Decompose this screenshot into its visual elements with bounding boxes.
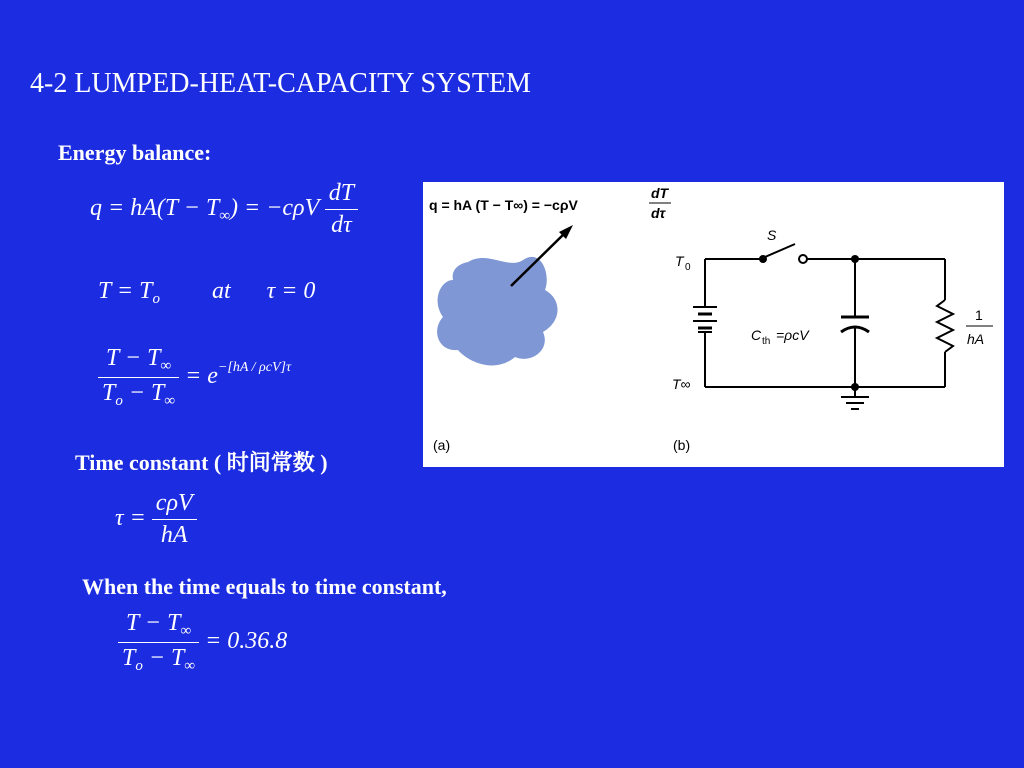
switch-label: S	[767, 227, 777, 243]
figure-svg	[423, 182, 1004, 467]
eq2-lhs: T = T	[98, 278, 153, 304]
panel-a-label: (a)	[433, 437, 451, 453]
eq5-den-sub1: o	[135, 658, 143, 674]
eq5-denominator	[118, 643, 199, 675]
lumped-system-figure	[423, 182, 1004, 467]
switch-contact	[799, 255, 807, 263]
eq1-sub: ∞	[219, 208, 231, 225]
eq3-den-b: − T	[122, 380, 165, 406]
energy-balance-equation	[90, 180, 358, 239]
eq2-rhs: τ = 0	[266, 278, 316, 304]
resistance-numerator: 1	[975, 307, 983, 323]
eq5-den-a: T	[122, 645, 136, 671]
ratio-at-time-constant-equation	[118, 610, 287, 675]
energy-balance-label: Energy balance:	[58, 140, 212, 165]
eq3-den-a: T	[102, 380, 116, 406]
eq5-num-sub: ∞	[180, 623, 192, 639]
switch-blade	[765, 244, 795, 257]
eq2-at: at	[211, 278, 231, 304]
eq1-denominator: dτ	[331, 212, 352, 238]
eq3-rhs: = e	[185, 363, 218, 390]
resistance-denominator: hA	[967, 331, 985, 347]
time-constant-equation	[115, 490, 197, 549]
eq3-numerator	[98, 345, 179, 378]
eq3-exponent: −[hA / ρcV]τ	[217, 360, 291, 376]
tinf-label: T∞	[672, 376, 691, 392]
capacitance-value-label: =ρcV	[776, 327, 809, 343]
eq5-numerator	[118, 610, 199, 643]
t0-label: T	[675, 253, 684, 269]
node-top	[851, 255, 859, 263]
thermal-circuit	[693, 244, 953, 409]
eq5-num-a: T − T	[125, 610, 181, 636]
panel-b-label: (b)	[673, 437, 691, 453]
eq3-denominator	[98, 378, 179, 410]
eq1-mid: ) = −cρV	[230, 195, 319, 222]
eq5-fraction	[118, 610, 199, 675]
resistor	[937, 300, 953, 352]
switch-pivot	[759, 255, 767, 263]
node-bottom	[851, 383, 859, 391]
eq4-numerator: cρV	[152, 490, 197, 520]
temperature-ratio-equation	[98, 345, 291, 410]
figure-eq-numerator: dT	[651, 185, 669, 201]
initial-condition-equation	[98, 278, 315, 308]
eq5-den-b: − T	[142, 645, 185, 671]
figure-equation: q = hA (T − T∞) = −cρV	[429, 197, 578, 213]
eq1-numerator: dT	[325, 180, 358, 210]
eq5-den-sub2: ∞	[184, 658, 196, 674]
when-time-label: When the time equals to time constant,	[82, 574, 447, 599]
eq3-num-sub: ∞	[160, 358, 172, 374]
eq2-sub: o	[152, 291, 160, 307]
capacitance-sub-label: th	[762, 336, 771, 347]
eq1-lhs: q = hA(T − T	[90, 195, 220, 222]
capacitance-label: C	[751, 327, 762, 343]
page-title: 4-2 LUMPED-HEAT-CAPACITY SYSTEM	[30, 68, 531, 99]
eq3-num-a: T − T	[105, 345, 161, 371]
solid-body-blob	[437, 257, 557, 366]
eq4-fraction	[152, 490, 197, 549]
eq1-fraction	[325, 180, 358, 239]
eq4-lhs: τ =	[115, 505, 146, 532]
eq3-den-sub1: o	[115, 393, 123, 409]
eq3-fraction	[98, 345, 179, 410]
figure-eq-denominator: dτ	[651, 205, 666, 221]
eq5-rhs: = 0.36.8	[205, 628, 288, 655]
time-constant-label: Time constant ( 时间常数 )	[75, 450, 328, 475]
eq4-denominator: hA	[160, 522, 188, 548]
eq3-den-sub2: ∞	[164, 393, 176, 409]
t0-sub-label: 0	[685, 262, 691, 273]
